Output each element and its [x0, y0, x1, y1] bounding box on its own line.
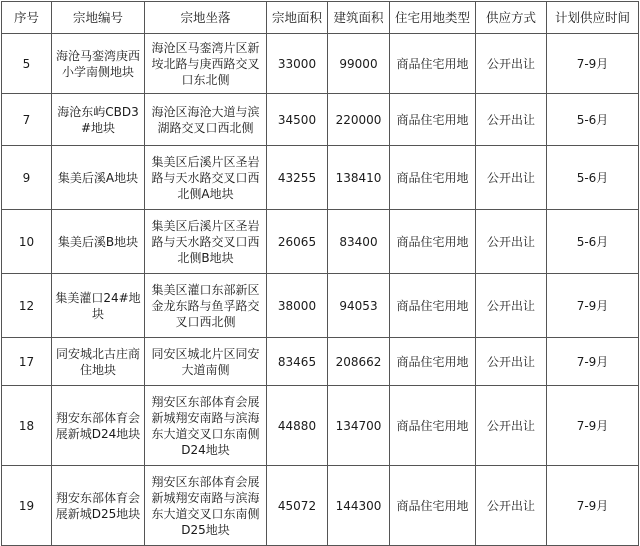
cell-time: 7-9月: [547, 338, 639, 386]
cell-code: 翔安东部体育会展新城D24地块: [52, 386, 145, 466]
cell-time: 7-9月: [547, 466, 639, 546]
cell-no: 17: [2, 338, 52, 386]
cell-no: 9: [2, 146, 52, 210]
cell-building-area: 99000: [328, 34, 390, 94]
cell-building-area: 94053: [328, 274, 390, 338]
header-building-area: 建筑面积: [328, 2, 390, 34]
cell-location: 翔安区东部体育会展新城翔安南路与滨海东大道交叉口东南侧D24地块: [145, 386, 267, 466]
cell-time: 5-6月: [547, 210, 639, 274]
cell-code: 集美灌口24#地块: [52, 274, 145, 338]
cell-type: 商品住宅用地: [390, 338, 476, 386]
cell-time: 7-9月: [547, 386, 639, 466]
cell-type: 商品住宅用地: [390, 146, 476, 210]
table-row: [2, 146, 639, 210]
cell-type: 商品住宅用地: [390, 210, 476, 274]
cell-supply: 公开出让: [476, 274, 547, 338]
cell-building-area: 220000: [328, 94, 390, 146]
cell-no: 10: [2, 210, 52, 274]
header-land-area: 宗地面积: [267, 2, 328, 34]
cell-code: 翔安东部体育会展新城D25地块: [52, 466, 145, 546]
cell-no: 19: [2, 466, 52, 546]
cell-land-area: 26065: [267, 210, 328, 274]
cell-land-area: 34500: [267, 94, 328, 146]
cell-type: 商品住宅用地: [390, 274, 476, 338]
cell-location: 集美区后溪片区圣岩路与天水路交叉口西北侧B地块: [145, 210, 267, 274]
cell-location: 同安区城北片区同安大道南侧: [145, 338, 267, 386]
table-row: [2, 210, 639, 274]
cell-code: 海沧马銮湾庚西小学南侧地块: [52, 34, 145, 94]
cell-land-area: 45072: [267, 466, 328, 546]
table-row: [2, 338, 639, 386]
header-no: 序号: [2, 2, 52, 34]
cell-building-area: 144300: [328, 466, 390, 546]
table-row: [2, 466, 639, 546]
cell-supply: 公开出让: [476, 210, 547, 274]
table-row: [2, 34, 639, 94]
cell-time: 5-6月: [547, 146, 639, 210]
cell-no: 18: [2, 386, 52, 466]
cell-land-area: 83465: [267, 338, 328, 386]
table-header-row: [2, 2, 639, 34]
header-code: 宗地编号: [52, 2, 145, 34]
header-time: 计划供应时间: [547, 2, 639, 34]
cell-time: 7-9月: [547, 34, 639, 94]
header-location: 宗地坐落: [145, 2, 267, 34]
cell-code: 集美后溪A地块: [52, 146, 145, 210]
table-row: [2, 94, 639, 146]
cell-building-area: 208662: [328, 338, 390, 386]
cell-supply: 公开出让: [476, 94, 547, 146]
table-row: [2, 274, 639, 338]
cell-code: 海沧东屿CBD3#地块: [52, 94, 145, 146]
cell-supply: 公开出让: [476, 466, 547, 546]
cell-type: 商品住宅用地: [390, 94, 476, 146]
cell-supply: 公开出让: [476, 386, 547, 466]
cell-location: 翔安区东部体育会展新城翔安南路与滨海东大道交叉口东南侧D25地块: [145, 466, 267, 546]
cell-location: 海沧区海沧大道与滨湖路交叉口西北侧: [145, 94, 267, 146]
cell-type: 商品住宅用地: [390, 386, 476, 466]
cell-location: 海沧区马銮湾片区新垵北路与庚西路交叉口东北侧: [145, 34, 267, 94]
cell-time: 7-9月: [547, 274, 639, 338]
land-supply-table: [1, 1, 639, 546]
cell-location: 集美区灌口东部新区金龙东路与鱼孚路交叉口西北侧: [145, 274, 267, 338]
cell-type: 商品住宅用地: [390, 34, 476, 94]
table-row: [2, 386, 639, 466]
cell-supply: 公开出让: [476, 338, 547, 386]
cell-building-area: 83400: [328, 210, 390, 274]
cell-supply: 公开出让: [476, 146, 547, 210]
cell-building-area: 138410: [328, 146, 390, 210]
header-type: 住宅用地类型: [390, 2, 476, 34]
cell-land-area: 44880: [267, 386, 328, 466]
cell-land-area: 43255: [267, 146, 328, 210]
header-supply: 供应方式: [476, 2, 547, 34]
cell-time: 5-6月: [547, 94, 639, 146]
cell-no: 12: [2, 274, 52, 338]
cell-no: 7: [2, 94, 52, 146]
cell-building-area: 134700: [328, 386, 390, 466]
cell-code: 同安城北古庄商住地块: [52, 338, 145, 386]
cell-no: 5: [2, 34, 52, 94]
cell-land-area: 33000: [267, 34, 328, 94]
cell-type: 商品住宅用地: [390, 466, 476, 546]
cell-code: 集美后溪B地块: [52, 210, 145, 274]
cell-land-area: 38000: [267, 274, 328, 338]
cell-supply: 公开出让: [476, 34, 547, 94]
cell-location: 集美区后溪片区圣岩路与天水路交叉口西北侧A地块: [145, 146, 267, 210]
